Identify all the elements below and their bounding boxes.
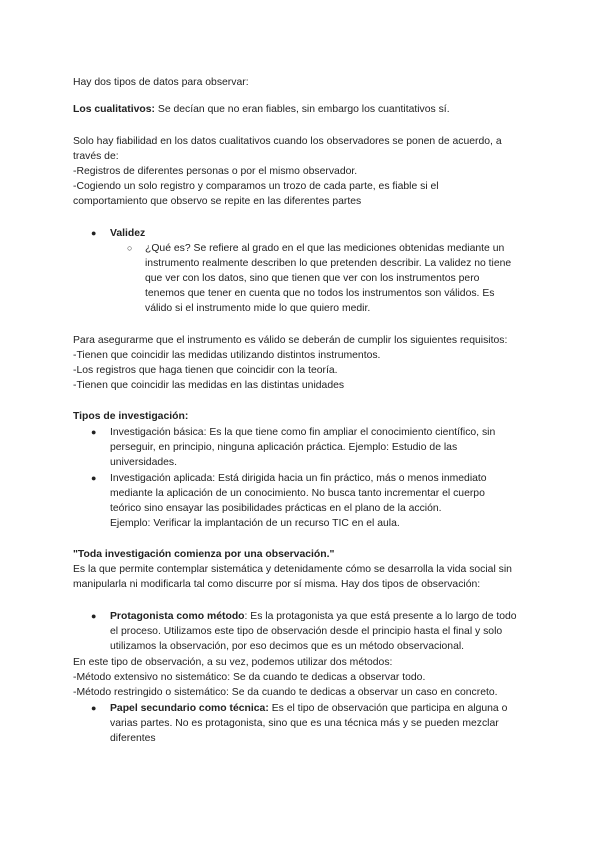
aplicada-line-4: Ejemplo: Verificar la implantación de un recurso TIC en el aula. [110, 518, 400, 529]
tipos-title: Tipos de investigación: [73, 411, 189, 422]
basica-bullet-icon: ● [91, 427, 97, 437]
metodos-line-2: -Método extensivo no sistemático: Se da cuando te dedicas a observar todo. [73, 672, 426, 683]
metodos-line-3: -Método restringido o sistemático: Se da cuando te dedicas a observar un caso en concreto. [73, 687, 498, 698]
validez-line-4: tenemos que tener en cuenta que no todos los instrumentos son válidos. Es [145, 288, 495, 299]
aplicada-line-1: Investigación aplicada: Está dirigida hacia un fin práctico, más o menos inmediato [110, 473, 487, 484]
protagonista-text: : Es la protagonista ya que está presente a lo largo de todo [244, 611, 517, 622]
validez-title: Validez [110, 228, 146, 239]
secundario-label: Papel secundario como técnica: [110, 703, 269, 714]
cualitativos-text: Se decían que no eran fiables, sin embargo los cuantitativos sí. [155, 104, 450, 115]
requisitos-line-3: -Los registros que haga tienen que coincidir con la teoría. [73, 365, 338, 376]
validez-bullet-icon: ● [91, 228, 97, 238]
requisitos-line-4: -Tienen que coincidir las medidas en las distintas unidades [73, 380, 345, 391]
aplicada-line-3: teórico sino ensayar las posibilidades prácticas en el plano de la acción. [110, 503, 442, 514]
validez-line-1: ¿Qué es? Se refiere al grado en el que las mediciones obtenidas mediante un [145, 243, 505, 254]
secundario-bullet-icon: ● [91, 703, 97, 713]
protagonista-line-3: utilizamos la observación, por eso decimos que es un método observacional. [110, 641, 465, 652]
basica-line-2: perseguir, en principio, ninguna aplicación práctica. Ejemplo: Estudio de las [110, 442, 458, 453]
validez-subbullet-icon: ○ [127, 243, 133, 253]
fiabilidad-line-4: -Cogiendo un solo registro y comparamos un trozo de cada parte, es fiable si el [73, 181, 439, 192]
fiabilidad-line-3: -Registros de diferentes personas o por el mismo observador. [73, 166, 358, 177]
validez-line-5: válido si el instrumento mide lo que quiero medir. [145, 303, 371, 314]
intro-text: Hay dos tipos de datos para observar: [73, 77, 249, 88]
observacion-line-2: manipularla ni modificarla tal como discurre por sí misma. Hay dos tipos de observación: [73, 579, 481, 590]
cualitativos-label: Los cualitativos: [73, 104, 155, 115]
aplicada-line-2: mediante la aplicación de un conocimiento. No busca tanto incrementar el cuerpo [110, 488, 485, 499]
protagonista-line-1 [110, 609, 517, 624]
secundario-line-3: diferentes [110, 733, 156, 744]
observacion-quote: "Toda investigación comienza por una observación." [73, 549, 335, 560]
fiabilidad-line-5: comportamiento que observo se repite en las diferentes partes [73, 196, 362, 207]
protagonista-bullet-icon: ● [91, 611, 97, 621]
fiabilidad-line-1: Solo hay fiabilidad en los datos cualitativos cuando los observadores se ponen de acuerdo, a [73, 136, 502, 147]
cualitativos-paragraph [73, 102, 450, 117]
metodos-line-1: En este tipo de observación, a su vez, podemos utilizar dos métodos: [73, 657, 393, 668]
secundario-text: Es el tipo de observación que participa en alguna o [268, 703, 508, 714]
secundario-line-1 [110, 701, 507, 716]
validez-line-2: instrumento realmente describen lo que pretenden describir. La validez no tiene [145, 258, 512, 269]
aplicada-bullet-icon: ● [91, 473, 97, 483]
basica-line-3: universidades. [110, 457, 178, 468]
protagonista-label: Protagonista como método [110, 611, 245, 622]
requisitos-line-2: -Tienen que coincidir las medidas utilizando distintos instrumentos. [73, 350, 381, 361]
observacion-line-1: Es la que permite contemplar sistemática y detenidamente cómo se desarrolla la vida social sin [73, 564, 512, 575]
validez-line-3: que ver con los datos, sino que tienen que ver con los instrumentos pero [145, 273, 480, 284]
requisitos-line-1: Para asegurarme que el instrumento es válido se deberán de cumplir los siguientes requisitos: [73, 335, 508, 346]
fiabilidad-line-2: través de: [73, 151, 119, 162]
secundario-line-2: varias partes. No es protagonista, sino que es una técnica más y se pueden mezclar [110, 718, 499, 729]
basica-line-1: Investigación básica: Es la que tiene como fin ampliar el conocimiento científico, sin [110, 427, 496, 438]
protagonista-line-2: el proceso. Utilizamos este tipo de observación desde el principio hasta el final y solo [110, 626, 503, 637]
